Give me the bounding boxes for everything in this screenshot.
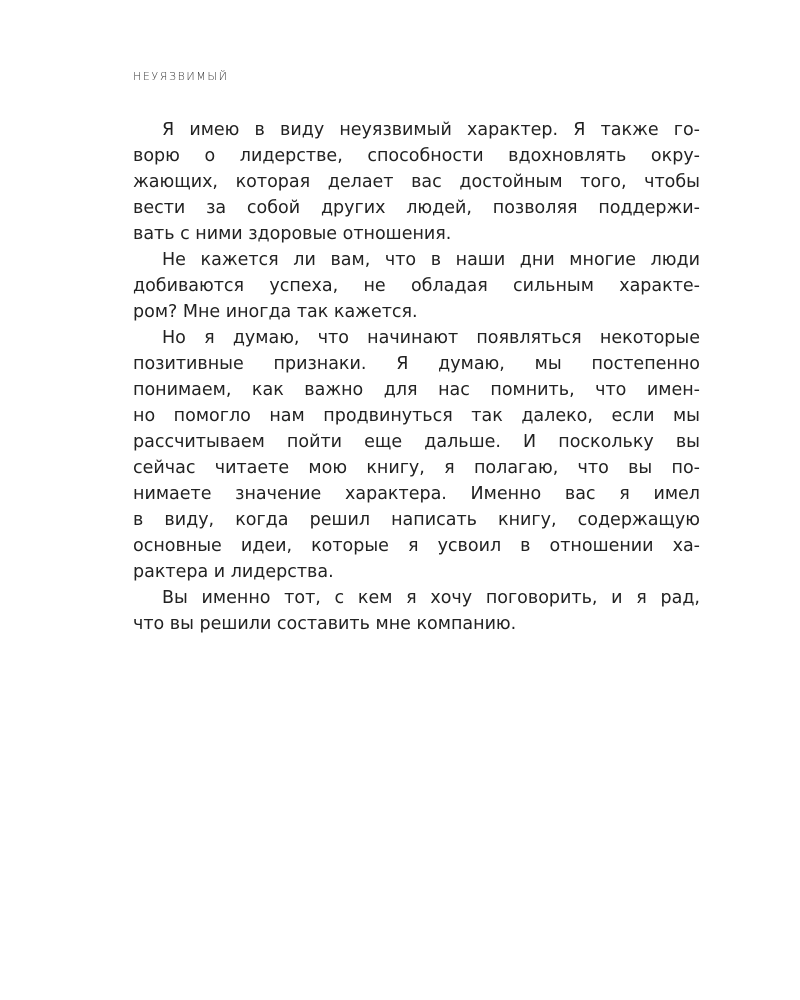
text-line: позитивные признаки. Я думаю, мы постепенно <box>133 354 700 374</box>
text-line: но помогло нам продвинуться так далеко, если мы <box>133 406 700 426</box>
paragraph <box>133 585 700 637</box>
text-line: понимаем, как важно для нас помнить, что имен- <box>133 380 700 400</box>
text-line: рактера и лидерства. <box>133 562 334 582</box>
running-head: НЕУЯЗВИМЫЙ <box>133 70 229 83</box>
text-line: Я имею в виду неуязвимый характер. Я также го- <box>162 120 700 140</box>
text-line: ром? Мне иногда так кажется. <box>133 302 418 322</box>
text-line: рассчитываем пойти еще дальше. И поскольку вы <box>133 432 700 452</box>
body-text <box>133 117 700 637</box>
text-line: в виду, когда решил написать книгу, содержащую <box>133 510 700 530</box>
text-line: что вы решили составить мне компанию. <box>133 614 517 634</box>
text-line: добиваются успеха, не обладая сильным характе- <box>133 276 700 296</box>
text-line: Вы именно тот, с кем я хочу поговорить, и я рад, <box>162 588 700 608</box>
text-line: вать с ними здоровые отношения. <box>133 224 452 244</box>
text-line: основные идеи, которые я усвоил в отношении ха- <box>133 536 700 556</box>
text-line: нимаете значение характера. Именно вас я имел <box>133 484 700 504</box>
text-line: Но я думаю, что начинают появляться некоторые <box>162 328 700 348</box>
paragraph <box>133 325 700 585</box>
text-line: ворю о лидерстве, способности вдохновлять окру- <box>133 146 700 166</box>
text-line: Не кажется ли вам, что в наши дни многие люди <box>162 250 700 270</box>
paragraph <box>133 117 700 247</box>
text-line: сейчас читаете мою книгу, я полагаю, что вы по- <box>133 458 700 478</box>
text-line: вести за собой других людей, позволяя поддержи- <box>133 198 700 218</box>
text-line: жающих, которая делает вас достойным того, чтобы <box>133 172 700 192</box>
paragraph <box>133 247 700 325</box>
